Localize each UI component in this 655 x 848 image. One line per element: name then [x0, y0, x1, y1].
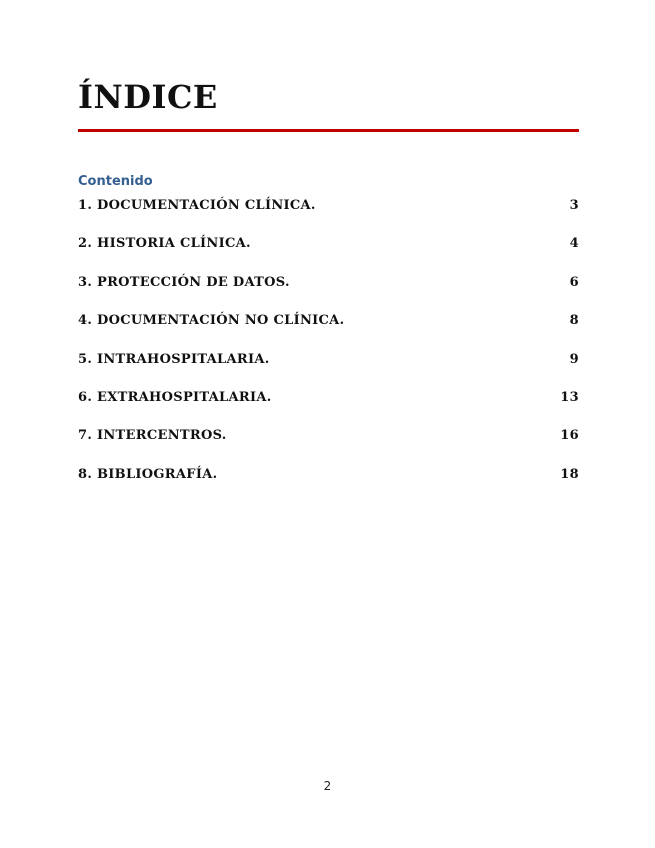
table-of-contents [78, 198, 579, 505]
toc-entry-8[interactable] [78, 467, 579, 505]
toc-entry-page: 8 [569, 313, 579, 329]
toc-entry-label: 5. INTRAHOSPITALARIA. [78, 351, 270, 367]
toc-entry-1[interactable] [78, 198, 579, 236]
toc-entry-4[interactable] [78, 313, 579, 351]
page-title: ÍNDICE [78, 78, 218, 116]
toc-entry-3[interactable] [78, 275, 579, 313]
toc-entry-7[interactable] [78, 428, 579, 466]
toc-entry-page: 9 [569, 351, 579, 367]
toc-entry-label: 6. EXTRAHOSPITALARIA. [78, 389, 272, 405]
toc-entry-page: 3 [569, 198, 579, 213]
toc-entry-page: 6 [569, 274, 579, 290]
toc-entry-2[interactable] [78, 236, 579, 274]
toc-entry-label: 3. PROTECCIÓN DE DATOS. [78, 274, 290, 290]
toc-entry-page: 18 [560, 466, 579, 482]
toc-entry-page: 13 [560, 389, 579, 405]
page-number: 2 [323, 779, 332, 793]
toc-entry-label: 1. DOCUMENTACIÓN CLÍNICA. [78, 198, 316, 213]
toc-heading: Contenido [78, 174, 153, 189]
toc-entry-label: 2. HISTORIA CLÍNICA. [78, 236, 251, 252]
toc-entry-page: 4 [569, 236, 579, 252]
toc-entry-label: 4. DOCUMENTACIÓN NO CLÍNICA. [78, 313, 345, 329]
toc-entry-5[interactable] [78, 352, 579, 390]
toc-entry-label: 7. INTERCENTROS. [78, 428, 227, 444]
toc-entry-6[interactable] [78, 390, 579, 428]
title-divider [78, 129, 579, 132]
toc-entry-page: 16 [560, 428, 579, 444]
toc-entry-label: 8. BIBLIOGRAFÍA. [78, 466, 218, 482]
